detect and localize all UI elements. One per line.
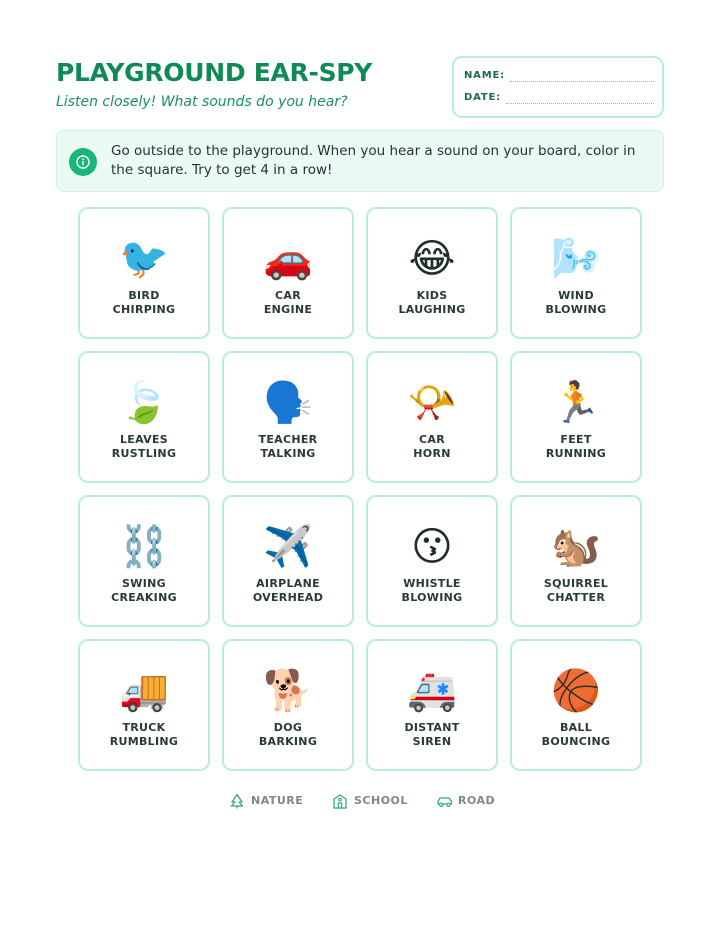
square-label: WHISTLE BLOWING xyxy=(401,577,463,604)
square-label: LEAVES RUSTLING xyxy=(111,433,177,460)
date-writing-line xyxy=(506,103,654,104)
board-square[interactable] xyxy=(510,639,642,771)
board-square[interactable] xyxy=(222,207,354,339)
date-field[interactable] xyxy=(464,92,654,106)
board-square[interactable] xyxy=(366,639,498,771)
square-label: SWING CREAKING xyxy=(111,577,177,604)
category-legend xyxy=(0,791,720,811)
car-icon: 🚗 xyxy=(263,236,313,282)
legend-label: NATURE xyxy=(251,794,304,807)
info-icon xyxy=(69,148,97,176)
chains-icon: ⛓️ xyxy=(119,524,169,570)
square-label: TEACHER TALKING xyxy=(258,433,318,460)
board-square[interactable] xyxy=(222,639,354,771)
car-icon xyxy=(436,793,454,809)
bingo-board xyxy=(78,207,642,771)
square-label: WIND BLOWING xyxy=(545,289,607,316)
square-label: BIRD CHIRPING xyxy=(112,289,176,316)
page-title: PLAYGROUND EAR-SPY xyxy=(56,58,373,87)
square-label: DOG BARKING xyxy=(258,721,318,748)
square-label: SQUIRREL CHATTER xyxy=(543,577,609,604)
board-square[interactable] xyxy=(366,351,498,483)
square-label: KIDS LAUGHING xyxy=(398,289,466,316)
ambulance-icon: 🚑 xyxy=(407,668,457,714)
square-label: AIRPLANE OVERHEAD xyxy=(252,577,324,604)
name-field[interactable] xyxy=(464,70,654,84)
laughing-face-icon: 😂 xyxy=(408,236,456,282)
runner-icon: 🏃 xyxy=(551,380,601,426)
board-square[interactable] xyxy=(510,495,642,627)
square-label: BALL BOUNCING xyxy=(541,721,611,748)
name-date-box xyxy=(452,56,664,118)
date-label: DATE: xyxy=(464,92,501,103)
board-square[interactable] xyxy=(222,351,354,483)
name-writing-line xyxy=(510,81,654,82)
board-square[interactable] xyxy=(78,351,210,483)
school-icon xyxy=(332,793,348,809)
instructions-text: Go outside to the playground. When you hear a sound on your board, color in the square. Try to get 4 in a row! xyxy=(111,143,636,178)
page-subtitle: Listen closely! What sounds do you hear? xyxy=(56,94,348,110)
instructions-box xyxy=(56,130,664,192)
square-label: CAR HORN xyxy=(413,433,451,460)
board-square[interactable] xyxy=(366,495,498,627)
chipmunk-icon: 🐿️ xyxy=(551,524,601,570)
legend-label: SCHOOL xyxy=(354,794,408,807)
board-square[interactable] xyxy=(78,495,210,627)
speaking-head-icon: 🗣️ xyxy=(263,380,313,426)
tree-icon xyxy=(229,793,245,809)
worksheet-header xyxy=(56,56,664,118)
dog-icon: 🐕 xyxy=(263,668,313,714)
square-label: DISTANT SIREN xyxy=(404,721,460,748)
board-square[interactable] xyxy=(78,207,210,339)
name-label: NAME: xyxy=(464,70,505,81)
square-label: CAR ENGINE xyxy=(263,289,313,316)
legend-label: ROAD xyxy=(458,794,496,807)
truck-icon: 🚚 xyxy=(119,668,169,714)
square-label: FEET RUNNING xyxy=(545,433,607,460)
board-square[interactable] xyxy=(222,495,354,627)
airplane-icon: ✈️ xyxy=(263,524,313,570)
bird-icon: 🐦 xyxy=(119,236,169,282)
board-square[interactable] xyxy=(510,351,642,483)
basketball-icon: 🏀 xyxy=(551,668,601,714)
board-square[interactable] xyxy=(510,207,642,339)
whistling-face-icon: 😗 xyxy=(411,524,453,570)
horn-icon: 📯 xyxy=(407,380,457,426)
board-square[interactable] xyxy=(78,639,210,771)
wind-face-icon: 🌬️ xyxy=(551,236,601,282)
leaves-icon: 🍃 xyxy=(119,380,169,426)
square-label: TRUCK RUMBLING xyxy=(109,721,179,748)
board-square[interactable] xyxy=(366,207,498,339)
